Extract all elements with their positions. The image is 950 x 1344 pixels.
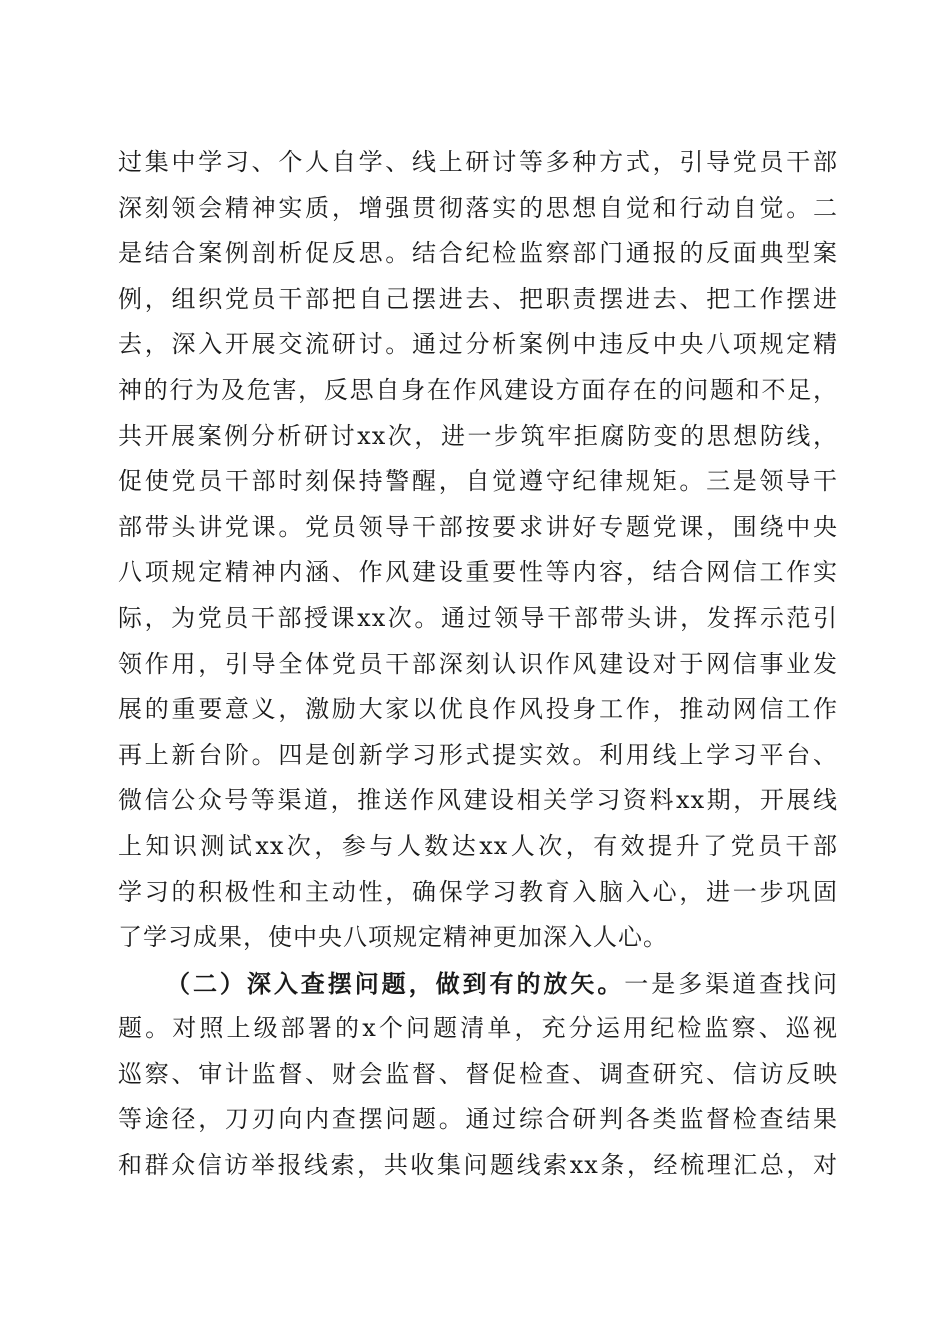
paragraph-line: 巡察、审计监督、财会监督、督促检查、调查研究、信访反映	[118, 1059, 838, 1088]
paragraph-line: 神的行为及危害，反思自身在作风建设方面存在的问题和不足，	[118, 375, 838, 404]
paragraph-line: 是结合案例剖析促反思。结合纪检监察部门通报的反面典型案	[118, 239, 838, 268]
paragraph-line: 学习的积极性和主动性，确保学习教育入脑入心，进一步巩固	[118, 877, 838, 906]
paragraph-line: 微信公众号等渠道，推送作风建设相关学习资料xx期，开展线	[118, 786, 838, 815]
section-heading: （二）深入查摆问题，做到有的放矢。	[166, 968, 625, 998]
paragraph-line: 八项规定精神内涵、作风建设重要性等内容，结合网信工作实	[118, 558, 838, 587]
paragraph-line: 深刻领会精神实质，增强贯彻落实的思想自觉和行动自觉。二	[118, 193, 838, 222]
paragraph-line: 促使党员干部时刻保持警醒，自觉遵守纪律规矩。三是领导干	[118, 467, 838, 496]
paragraph-line: 际，为党员干部授课xx次。通过领导干部带头讲，发挥示范引	[118, 603, 838, 632]
paragraph-line: 领作用，引导全体党员干部深刻认识作风建设对于网信事业发	[118, 649, 838, 678]
paragraph-line: 和群众信访举报线索，共收集问题线索xx条，经梳理汇总，对	[118, 1151, 838, 1180]
section-heading-rest: 一是多渠道查找问	[624, 969, 839, 998]
paragraph-line: 展的重要意义，激励大家以优良作风投身工作，推动网信工作	[118, 695, 838, 724]
paragraph-line: 了学习成果，使中央八项规定精神更加深入人心。	[118, 923, 668, 952]
section-heading-line	[118, 961, 838, 1007]
paragraph-line: 再上新台阶。四是创新学习形式提实效。利用线上学习平台、	[118, 740, 838, 769]
paragraph-line: 共开展案例分析研讨xx次，进一步筑牢拒腐防变的思想防线，	[118, 421, 838, 450]
paragraph-line: 过集中学习、个人自学、线上研讨等多种方式，引导党员干部	[118, 148, 838, 176]
paragraph-line: 去，深入开展交流研讨。通过分析案例中违反中央八项规定精	[118, 330, 838, 359]
paragraph-line: 部带头讲党课。党员领导干部按要求讲好专题党课，围绕中央	[118, 512, 838, 541]
paragraph-line: 例，组织党员干部把自己摆进去、把职责摆进去、把工作摆进	[118, 284, 838, 313]
paragraph-line: 题。对照上级部署的x个问题清单，充分运用纪检监察、巡视	[118, 1014, 838, 1043]
paragraph-line: 等途径，刀刃向内查摆问题。通过综合研判各类监督检查结果	[118, 1105, 838, 1134]
body-text	[118, 140, 838, 1189]
paragraph-line: 上知识测试xx次，参与人数达xx人次，有效提升了党员干部	[118, 831, 838, 860]
